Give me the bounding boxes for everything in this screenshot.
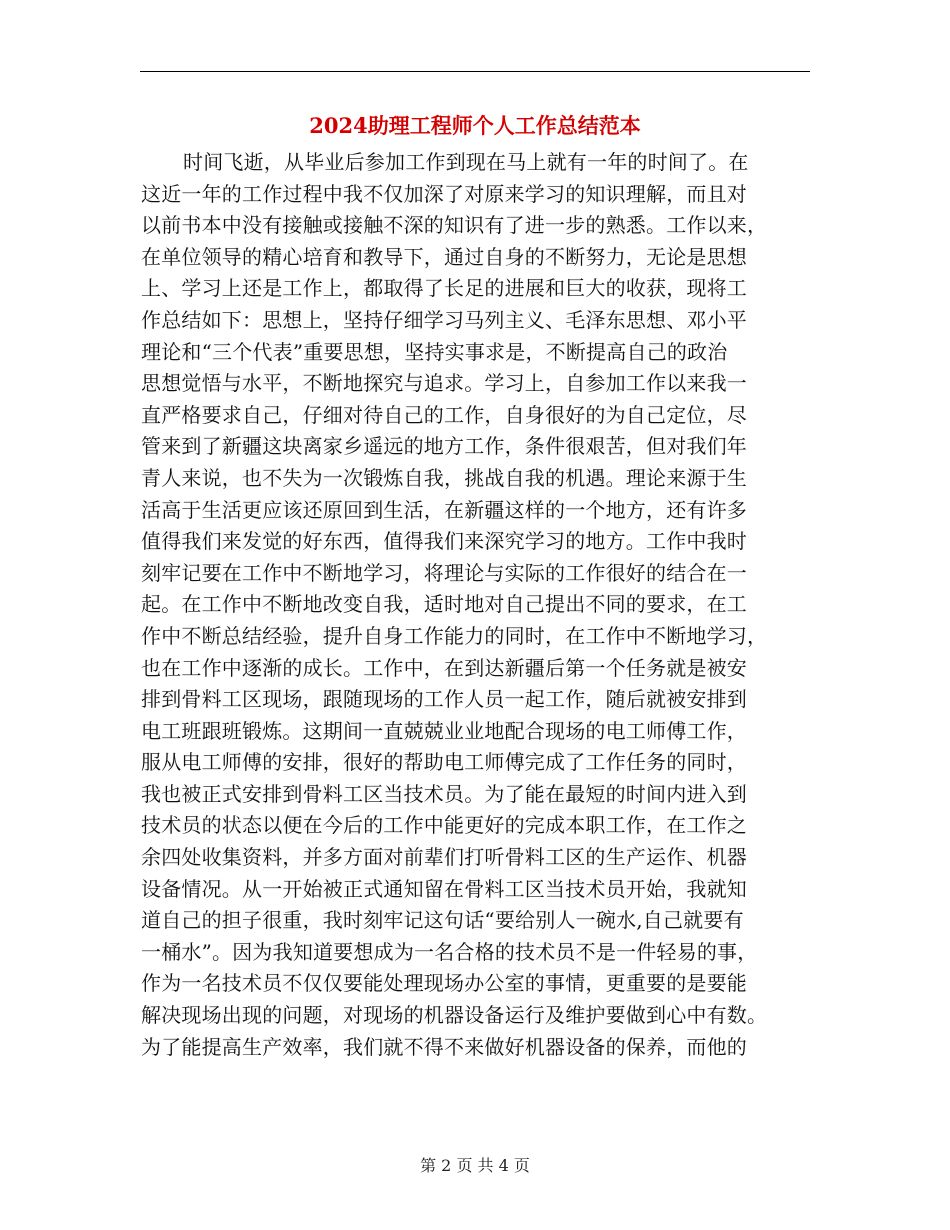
document-title: 2024助理工程师个人工作总结范本 — [309, 113, 641, 138]
header-rule — [140, 71, 810, 72]
body-line: 理论和“三个代表”重要思想，坚持实事求是，不断提高自己的政治 — [141, 339, 728, 364]
body-line: 这近一年的工作过程中我不仅加深了对原来学习的知识理解，而且对 — [141, 181, 747, 206]
body-line: 我也被正式安排到骨料工区当技术员。为了能在最短的时间内进入到 — [141, 781, 747, 806]
body-line: 也在工作中逐渐的成长。工作中，在到达新疆后第一个任务就是被安 — [141, 655, 747, 680]
page-number-footer: 第 2 页 共 4 页 — [420, 1156, 530, 1175]
body-line: 为了能提高生产效率，我们就不得不来做好机器设备的保养，而他的 — [141, 1034, 747, 1059]
body-line: 青人来说，也不失为一次锻炼自我，挑战自我的机遇。理论来源于生 — [141, 465, 747, 490]
body-line: 一桶水”。因为我知道要想成为一名合格的技术员不是一件轻易的事， — [141, 939, 758, 964]
body-line: 技术员的状态以便在今后的工作中能更好的完成本职工作，在工作之 — [141, 813, 747, 838]
body-line: 起。在工作中不断地改变自我，适时地对自己提出不同的要求，在工 — [141, 592, 747, 617]
body-line: 作为一名技术员不仅仅要能处理现场办公室的事情，更重要的是要能 — [141, 971, 747, 996]
body-line: 解决现场出现的问题，对现场的机器设备运行及维护要做到心中有数。 — [141, 1003, 768, 1028]
body-line: 设备情况。从一开始被正式通知留在骨料工区当技术员开始，我就知 — [141, 876, 747, 901]
body-line: 以前书本中没有接触或接触不深的知识有了进一步的熟悉。工作以来， — [141, 213, 768, 238]
body-line: 刻牢记要在工作中不断地学习，将理论与实际的工作很好的结合在一 — [141, 560, 747, 585]
body-line: 道自己的担子很重，我时刻牢记这句话“要给别人一碗水,自己就要有 — [141, 908, 744, 933]
body-line: 作中不断总结经验，提升自身工作能力的同时，在工作中不断地学习， — [141, 623, 768, 648]
body-line: 电工班跟班锻炼。这期间一直兢兢业业地配合现场的电工师傅工作， — [141, 718, 747, 743]
body-line: 排到骨料工区现场，跟随现场的工作人员一起工作，随后就被安排到 — [141, 687, 747, 712]
body-line: 作总结如下：思想上，坚持仔细学习马列主义、毛泽东思想、邓小平 — [141, 307, 747, 332]
body-line: 直严格要求自己，仔细对待自己的工作，自身很好的为自己定位，尽 — [141, 402, 747, 427]
body-line: 管来到了新疆这块离家乡遥远的地方工作，条件很艰苦，但对我们年 — [141, 434, 747, 459]
body-line: 活高于生活更应该还原回到生活，在新疆这样的一个地方，还有许多 — [141, 497, 747, 522]
body-line: 在单位领导的精心培育和教导下，通过自身的不断努力，无论是思想 — [141, 244, 747, 269]
body-line: 思想觉悟与水平，不断地探究与追求。学习上，自参加工作以来我一 — [141, 371, 747, 396]
body-line: 时间飞逝，从毕业后参加工作到现在马上就有一年的时间了。在 — [183, 150, 749, 174]
body-line: 余四处收集资料，并多方面对前辈们打听骨料工区的生产运作、机器 — [141, 845, 747, 870]
document-body — [141, 147, 811, 1063]
body-line: 服从电工师傅的安排，很好的帮助电工师傅完成了工作任务的同时， — [141, 750, 747, 775]
body-line: 值得我们来发觉的好东西，值得我们来深究学习的地方。工作中我时 — [141, 529, 747, 554]
body-line: 上、学习上还是工作上，都取得了长足的进展和巨大的收获，现将工 — [141, 276, 747, 301]
